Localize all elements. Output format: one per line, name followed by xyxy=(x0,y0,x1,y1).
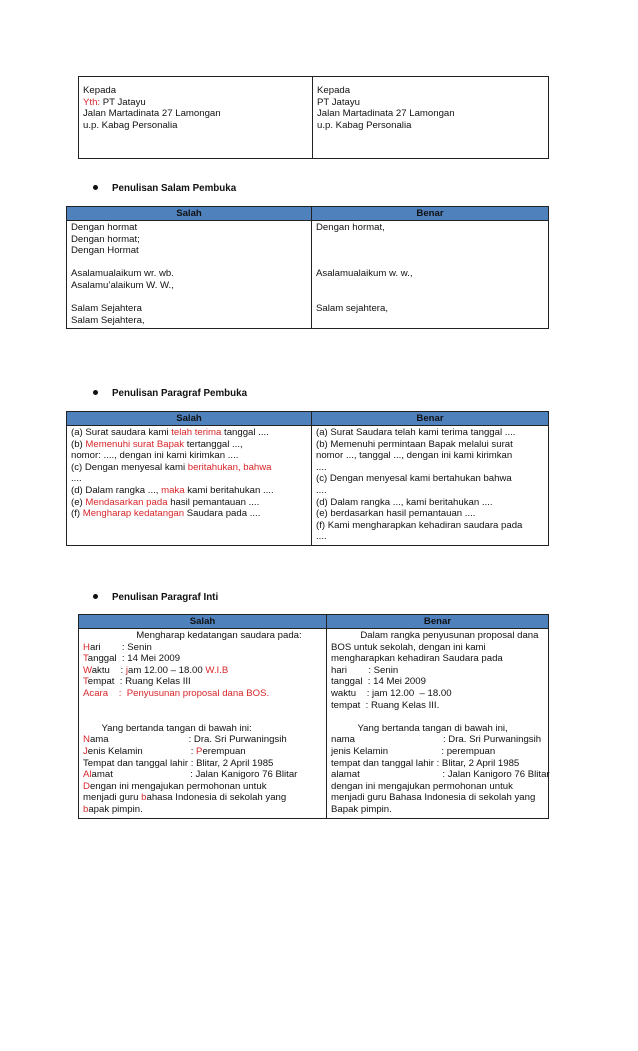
text-line xyxy=(317,120,544,132)
error-highlight: H xyxy=(83,641,90,653)
text-line xyxy=(71,485,307,497)
text-run: PT Jatayu xyxy=(100,96,146,108)
text-run: Asalamualaikum w. w., xyxy=(316,268,413,280)
text-line xyxy=(316,497,544,509)
text-line xyxy=(316,222,544,234)
text-run: Yang bertanda tangan di bawah ini: xyxy=(83,722,252,734)
text-run: Kepada xyxy=(83,85,117,96)
salam-pembuka-table xyxy=(66,206,549,329)
error-highlight: maka xyxy=(161,484,185,496)
error-highlight: Mengharap kedatangan xyxy=(82,508,185,520)
text-run: tanggal .... xyxy=(221,427,269,438)
text-line xyxy=(71,234,307,246)
text-line xyxy=(331,781,544,793)
text-run: Salam Sejahtera, xyxy=(71,314,145,326)
text-line xyxy=(83,85,308,97)
text-run: Jalan Martadinata 27 Lamongan xyxy=(83,108,221,120)
text-run: .... xyxy=(316,531,327,543)
text-line xyxy=(316,531,544,543)
text-line xyxy=(83,688,322,700)
error-highlight: Mendasarkan pada xyxy=(85,496,168,508)
text-run: Dengan Hormat xyxy=(71,245,139,257)
text-line xyxy=(71,245,307,257)
text-line xyxy=(316,462,544,474)
text-run: Kepada xyxy=(317,85,351,96)
text-run: jenis Kelamin : perempuan xyxy=(331,745,496,757)
error-highlight: Yth: xyxy=(83,96,101,108)
text-run: ama : Dra. Sri Purwaningsih xyxy=(89,734,287,746)
text-run: engan ini mengajukan permohonan untuk xyxy=(89,780,267,792)
text-run: Dengan hormat xyxy=(71,222,138,233)
text-run: Dengan hormat; xyxy=(71,233,140,245)
address-table xyxy=(78,76,549,159)
text-line xyxy=(316,520,544,532)
error-highlight: telah terima xyxy=(171,427,222,438)
text-line xyxy=(83,792,322,804)
text-line xyxy=(316,473,544,485)
text-run: empat : Ruang Kelas III xyxy=(87,676,191,688)
text-line xyxy=(331,792,544,804)
section-heading-paragraf-inti: Penulisan Paragraf Inti xyxy=(93,592,218,603)
text-line xyxy=(83,653,322,665)
text-line xyxy=(316,508,544,520)
error-highlight: Acara : Penyusunan proposal dana BOS. xyxy=(83,687,270,699)
text-line xyxy=(83,746,322,758)
text-line xyxy=(71,222,307,234)
text-run: Asalamu’alaikum W. W., xyxy=(71,279,174,291)
text-run: (d) Dalam rangka ..., kami beritahukan .... xyxy=(316,496,493,508)
text-line xyxy=(316,450,544,462)
error-highlight: T xyxy=(83,676,88,688)
text-run: amat : Jalan Kanigoro 76 Blitar xyxy=(91,769,298,781)
col-header-salah: Salah xyxy=(67,412,312,426)
text-run: aktu : xyxy=(91,664,126,676)
section-heading-paragraf-pembuka: Penulisan Paragraf Pembuka xyxy=(93,388,247,399)
text-line xyxy=(71,462,307,474)
text-line xyxy=(71,450,307,462)
text-run: enis Kelamin : xyxy=(87,745,197,757)
blank-line xyxy=(331,711,544,723)
text-run: (e) xyxy=(71,496,86,508)
text-line xyxy=(83,734,322,746)
text-run: PT Jatayu xyxy=(317,96,361,108)
text-run: dengan ini mengajukan permohonan untuk xyxy=(331,780,513,792)
text-run: nama : Dra. Sri Purwaningsih xyxy=(331,734,542,746)
error-highlight: beritahukan, bahwa xyxy=(187,461,272,473)
text-run: alamat : Jalan Kanigoro 76 Blitar xyxy=(331,769,550,781)
text-line xyxy=(71,497,307,509)
text-line xyxy=(83,642,322,654)
error-highlight: j xyxy=(125,664,128,676)
text-line xyxy=(331,676,544,688)
error-highlight: N xyxy=(83,734,90,746)
bullet-icon xyxy=(93,185,98,190)
error-highlight: P xyxy=(196,745,203,757)
text-run: (e) berdasarkan hasil pemantauan .... xyxy=(316,508,476,520)
text-run: Bapak pimpin. xyxy=(331,803,392,815)
text-line xyxy=(331,758,544,770)
error-highlight: T xyxy=(83,653,88,665)
address-salah xyxy=(79,77,313,159)
text-run: apak pimpin. xyxy=(88,803,143,815)
text-run: (f) xyxy=(71,508,83,520)
text-run: BOS untuk sekolah, dengan ini kami xyxy=(331,641,486,653)
text-line xyxy=(316,303,544,315)
text-run: mengharapkan kehadiran Saudara pada xyxy=(331,653,503,665)
text-line xyxy=(83,676,322,688)
text-line xyxy=(83,108,308,120)
benar-cell xyxy=(327,629,549,819)
error-highlight: D xyxy=(83,780,90,792)
blank-line xyxy=(316,280,544,292)
text-line xyxy=(83,769,322,781)
text-run: Jalan Martadinata 27 Lamongan xyxy=(317,108,455,120)
text-run: (c) Dengan menyesal kami xyxy=(71,461,188,473)
text-run: (b) xyxy=(71,438,86,450)
blank-line xyxy=(83,711,322,723)
text-run: Tempat dan tanggal lahir : Blitar, 2 April 1985 xyxy=(83,757,274,769)
text-line xyxy=(331,769,550,781)
text-run: .... xyxy=(316,484,327,496)
text-run: ahasa Indonesia di sekolah yang xyxy=(146,792,287,804)
text-line xyxy=(71,439,307,451)
paragraf-pembuka-table xyxy=(66,411,549,546)
error-highlight: J xyxy=(83,745,88,757)
text-line xyxy=(331,804,544,816)
text-line xyxy=(71,268,307,280)
text-line xyxy=(317,108,544,120)
paragraf-inti-table xyxy=(78,614,549,819)
error-highlight: W.I.B xyxy=(205,664,229,676)
text-run: hasil pemantauan .... xyxy=(167,496,260,508)
text-line xyxy=(83,804,322,816)
text-run: kami beritahukan .... xyxy=(184,484,274,496)
blank-line xyxy=(71,257,307,269)
text-run: Saudara pada .... xyxy=(184,508,261,520)
text-run: Mengharap kedatangan saudara pada: xyxy=(83,630,302,641)
blank-line xyxy=(71,292,307,304)
text-line xyxy=(331,688,544,700)
salah-cell xyxy=(67,221,312,329)
text-run: Yang bertanda tangan di bawah ini, xyxy=(331,722,508,734)
text-run: Salam Sejahtera xyxy=(71,303,142,315)
text-line xyxy=(83,630,322,642)
text-line xyxy=(83,665,322,677)
text-line xyxy=(331,642,544,654)
text-run: tempat : Ruang Kelas III. xyxy=(331,699,440,711)
blank-line xyxy=(316,234,544,246)
text-line xyxy=(83,120,308,132)
salah-cell xyxy=(67,426,312,546)
blank-line xyxy=(83,700,322,712)
text-line xyxy=(317,97,544,109)
col-header-benar: Benar xyxy=(312,207,549,221)
text-run: (a) Surat Saudara telah kami terima tanggal .... xyxy=(316,427,516,438)
text-run: Dengan hormat, xyxy=(316,222,385,233)
text-run: u.p. Kabag Personalia xyxy=(83,119,178,131)
text-line xyxy=(316,268,544,280)
text-run: (b) Memenuhi permintaan Bapak melalui surat xyxy=(316,438,513,450)
error-highlight: W xyxy=(83,664,92,676)
col-header-salah: Salah xyxy=(67,207,312,221)
text-line xyxy=(71,315,307,327)
text-line xyxy=(71,508,307,520)
text-run: tertanggal ..., xyxy=(184,438,243,450)
text-run: tanggal : 14 Mei 2009 xyxy=(331,676,426,688)
text-line xyxy=(331,630,544,642)
text-line xyxy=(331,665,544,677)
benar-cell xyxy=(312,426,549,546)
text-run: ari : Senin xyxy=(89,641,152,653)
text-line xyxy=(83,758,322,770)
col-header-salah: Salah xyxy=(79,615,327,629)
text-run: (c) Dengan menyesal kami bertahukan bahwa xyxy=(316,473,512,485)
text-run: Salam sejahtera, xyxy=(316,303,388,315)
text-run: .... xyxy=(71,473,82,485)
blank-line xyxy=(316,292,544,304)
text-run: hari : Senin xyxy=(331,664,399,676)
text-run: menjadi guru xyxy=(83,792,142,804)
blank-line xyxy=(316,245,544,257)
text-line xyxy=(71,303,307,315)
col-header-benar: Benar xyxy=(312,412,549,426)
error-highlight: Memenuhi surat Bapak xyxy=(85,438,185,450)
benar-cell xyxy=(312,221,549,329)
text-line xyxy=(331,653,544,665)
text-run: menjadi guru Bahasa Indonesia di sekolah yang xyxy=(331,792,536,804)
text-run: Dalam rangka penyusunan proposal dana xyxy=(331,630,539,641)
text-run: u.p. Kabag Personalia xyxy=(317,119,412,131)
bullet-icon xyxy=(93,390,98,395)
error-highlight: b xyxy=(83,803,89,815)
error-highlight: Al xyxy=(83,769,92,781)
text-run: am 12.00 – 18.00 xyxy=(127,664,206,676)
address-benar xyxy=(313,77,549,159)
salah-cell xyxy=(79,629,327,819)
text-line xyxy=(83,781,322,793)
text-line xyxy=(331,723,544,735)
text-line xyxy=(316,439,544,451)
col-header-benar: Benar xyxy=(327,615,549,629)
text-run: .... xyxy=(316,461,327,473)
text-run: waktu : jam 12.00 – 18.00 xyxy=(331,687,452,699)
error-highlight: b xyxy=(141,792,147,804)
section-heading-salam-pembuka: Penulisan Salam Pembuka xyxy=(93,183,236,194)
text-run: anggal : 14 Mei 2009 xyxy=(87,653,181,665)
text-line xyxy=(331,700,544,712)
text-run: Asalamualaikum wr. wb. xyxy=(71,268,174,280)
text-run: erempuan xyxy=(202,745,246,757)
text-line xyxy=(316,427,544,439)
bullet-icon xyxy=(93,594,98,599)
text-run: (f) Kami mengharapkan kehadiran saudara pada xyxy=(316,519,523,531)
text-line xyxy=(316,485,544,497)
text-line xyxy=(331,746,544,758)
text-line xyxy=(71,473,307,485)
text-line xyxy=(317,85,544,97)
text-run: nomor: ...., dengan ini kami kirimkan .... xyxy=(71,450,239,462)
text-line xyxy=(83,723,322,735)
text-run: (d) Dalam rangka ..., xyxy=(71,484,162,496)
text-run: (a) Surat saudara kami xyxy=(71,427,172,438)
text-line xyxy=(331,734,544,746)
text-line xyxy=(71,427,307,439)
text-run: nomor ..., tanggal ..., dengan ini kami kirimkan xyxy=(316,450,513,462)
blank-line xyxy=(316,257,544,269)
text-run: tempat dan tanggal lahir : Blitar, 2 April 1985 xyxy=(331,757,520,769)
text-line xyxy=(71,280,307,292)
text-line xyxy=(83,97,308,109)
